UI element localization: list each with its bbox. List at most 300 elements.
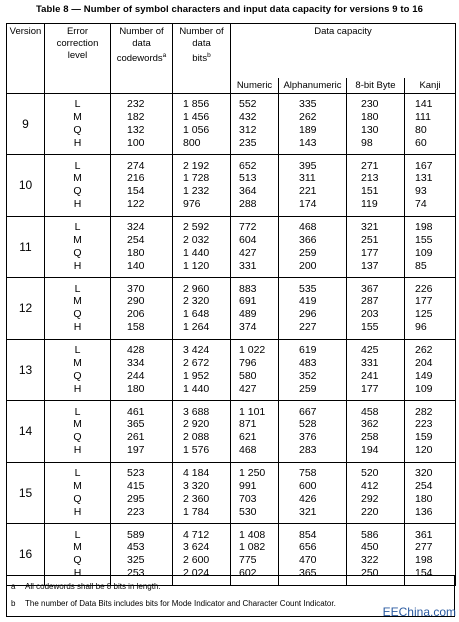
numeric-value: 1 022	[239, 344, 266, 357]
kanji-value: 254	[415, 479, 433, 492]
alphanumeric-value: 535	[299, 282, 317, 295]
codewords-value: 324	[127, 221, 145, 234]
codewords-value: 428	[127, 344, 145, 357]
levels-value: L	[74, 282, 81, 295]
kanji-value: 167	[415, 159, 433, 172]
numeric-value: 331	[239, 259, 257, 272]
byte-value: 520	[361, 467, 379, 480]
codewords-value: 334	[127, 356, 145, 369]
bits-value: 2 920	[183, 418, 210, 431]
bits-value: 2 600	[183, 554, 210, 567]
byte-value: 155	[361, 321, 379, 334]
kanji-value: 111	[415, 110, 431, 123]
header-byte: 8-bit Byte	[347, 78, 405, 94]
codewords-value: 274	[127, 159, 145, 172]
byte-value: 137	[361, 259, 379, 272]
alphanumeric-value: 221	[299, 185, 317, 198]
kanji-value: 361	[415, 528, 433, 541]
alphanumeric-value: 528	[299, 418, 317, 431]
levels-cell	[45, 401, 111, 463]
byte-cell	[347, 93, 405, 155]
numeric-cell	[231, 93, 279, 155]
codewords-value: 244	[127, 369, 145, 382]
numeric-cell	[231, 462, 279, 524]
numeric-value: 1 250	[239, 467, 266, 480]
levels-value: L	[74, 405, 81, 418]
levels-value: M	[73, 356, 82, 369]
kanji-value: 155	[415, 233, 433, 246]
numeric-value: 235	[239, 136, 257, 149]
levels-value: L	[74, 528, 81, 541]
levels-value: M	[73, 541, 82, 554]
codewords-value: 290	[127, 295, 145, 308]
byte-value: 220	[361, 505, 379, 518]
numeric-value: 468	[239, 444, 257, 457]
byte-value: 321	[361, 221, 379, 234]
numeric-value: 312	[239, 123, 257, 136]
codewords-value: 216	[127, 172, 145, 185]
bits-value: 1 440	[183, 246, 210, 259]
kanji-value: 125	[415, 308, 433, 321]
alphanumeric-value: 227	[299, 321, 317, 334]
version-row	[7, 93, 456, 155]
alphanumeric-value: 656	[299, 541, 317, 554]
bits-cell	[173, 462, 231, 524]
kanji-value: 282	[415, 405, 433, 418]
kanji-value: 154	[415, 567, 433, 580]
levels-value: M	[73, 233, 82, 246]
numeric-value: 621	[239, 431, 257, 444]
levels-value: H	[73, 321, 82, 334]
numeric-value: 374	[239, 321, 257, 334]
kanji-value: 93	[415, 185, 427, 198]
bits-value: 1 856	[183, 98, 210, 111]
levels-value: L	[74, 159, 81, 172]
levels-value: L	[74, 344, 81, 357]
levels-cell	[45, 462, 111, 524]
kanji-cell	[405, 278, 456, 340]
numeric-value: 883	[239, 282, 257, 295]
numeric-cell	[231, 278, 279, 340]
kanji-cell	[405, 93, 456, 155]
byte-value: 119	[361, 198, 378, 211]
byte-cell	[347, 462, 405, 524]
byte-value: 287	[361, 295, 379, 308]
byte-value: 177	[361, 382, 379, 395]
alphanumeric-value: 283	[299, 444, 317, 457]
levels-cell	[45, 93, 111, 155]
alphanumeric-value: 366	[299, 233, 317, 246]
levels-value: Q	[73, 123, 82, 136]
levels-cell	[45, 155, 111, 217]
bits-value: 4 712	[183, 528, 210, 541]
codewords-value: 154	[127, 185, 145, 198]
codewords-value: 370	[127, 282, 145, 295]
header-ecl: Error correction level	[45, 24, 111, 94]
kanji-value: 262	[415, 344, 433, 357]
version-row	[7, 339, 456, 401]
codewords-value: 180	[127, 382, 145, 395]
header-codewords: Number of data codewords$^a$	[111, 24, 173, 94]
levels-value: Q	[73, 185, 82, 198]
numeric-value: 427	[239, 382, 257, 395]
kanji-value: 80	[415, 123, 427, 136]
levels-value: H	[73, 382, 82, 395]
numeric-value: 432	[239, 110, 257, 123]
codewords-value: 523	[127, 467, 145, 480]
bits-value: 4 184	[183, 467, 210, 480]
codewords-value: 295	[127, 492, 145, 505]
numeric-value: 691	[239, 295, 257, 308]
header-kanji: Kanji	[405, 78, 456, 94]
byte-value: 194	[361, 444, 379, 457]
numeric-value: 489	[239, 308, 257, 321]
alphanumeric-value: 619	[299, 344, 317, 357]
levels-value: Q	[73, 246, 82, 259]
codewords-value: 365	[127, 418, 145, 431]
codewords-cell	[111, 216, 173, 278]
levels-value: H	[73, 505, 82, 518]
bits-cell	[173, 216, 231, 278]
bits-value: 1 440	[183, 382, 210, 395]
numeric-value: 703	[239, 492, 257, 505]
numeric-value: 775	[239, 554, 257, 567]
bits-value: 2 088	[183, 431, 210, 444]
alphanumeric-cell	[279, 278, 347, 340]
kanji-value: 109	[415, 246, 433, 259]
alphanumeric-value: 189	[299, 123, 317, 136]
header-bits: Number of data bits$^b$	[173, 24, 231, 94]
levels-value: Q	[73, 369, 82, 382]
byte-value: 412	[361, 479, 379, 492]
watermark: EEChina.com	[382, 605, 456, 619]
alphanumeric-value: 174	[299, 198, 317, 211]
bits-cell	[173, 278, 231, 340]
version-cell: 14	[7, 401, 45, 463]
bits-value: 976	[183, 198, 201, 211]
kanji-value: 226	[415, 282, 433, 295]
version-cell: 10	[7, 155, 45, 217]
codewords-value: 461	[127, 405, 145, 418]
codewords-value: 325	[127, 554, 145, 567]
numeric-value: 427	[239, 246, 257, 259]
codewords-value: 254	[127, 233, 145, 246]
byte-value: 241	[361, 369, 379, 382]
kanji-cell	[405, 216, 456, 278]
codewords-value: 158	[127, 321, 145, 334]
kanji-value: 204	[415, 356, 433, 369]
alphanumeric-cell	[279, 401, 347, 463]
alphanumeric-value: 483	[299, 356, 317, 369]
bits-value: 3 320	[183, 479, 210, 492]
levels-value: H	[73, 444, 82, 457]
bits-value: 2 592	[183, 221, 210, 234]
header-alphanumeric: Alphanumeric	[279, 78, 347, 94]
levels-value: L	[74, 221, 81, 234]
kanji-value: 159	[415, 431, 433, 444]
version-cell: 15	[7, 462, 45, 524]
codewords-value: 140	[127, 259, 145, 272]
bits-value: 3 688	[183, 405, 210, 418]
kanji-cell	[405, 401, 456, 463]
bits-value: 1 728	[183, 172, 210, 185]
bits-cell	[173, 93, 231, 155]
header-version: Version	[7, 24, 45, 94]
kanji-value: 198	[415, 554, 433, 567]
kanji-value: 60	[415, 136, 427, 149]
bits-value: 2 024	[183, 567, 210, 580]
kanji-cell	[405, 339, 456, 401]
byte-value: 322	[361, 554, 379, 567]
codewords-value: 206	[127, 308, 145, 321]
bits-value: 2 960	[183, 282, 210, 295]
version-row	[7, 155, 456, 217]
levels-value: H	[73, 198, 82, 211]
bits-value: 2 672	[183, 356, 210, 369]
kanji-value: 96	[415, 321, 427, 334]
kanji-value: 120	[415, 444, 433, 457]
byte-value: 177	[361, 246, 379, 259]
header-capacity: Data capacity	[231, 24, 456, 78]
version-cell: 11	[7, 216, 45, 278]
numeric-value: 796	[239, 356, 257, 369]
codewords-cell	[111, 401, 173, 463]
byte-value: 425	[361, 344, 379, 357]
alphanumeric-value: 758	[299, 467, 317, 480]
codewords-value: 122	[127, 198, 145, 211]
kanji-value: 320	[415, 467, 433, 480]
kanji-value: 177	[415, 295, 433, 308]
alphanumeric-value: 365	[299, 567, 317, 580]
version-cell: 16	[7, 524, 45, 586]
byte-cell	[347, 339, 405, 401]
alphanumeric-value: 259	[299, 246, 317, 259]
bits-value: 800	[183, 136, 201, 149]
codewords-cell	[111, 278, 173, 340]
byte-value: 203	[361, 308, 379, 321]
bits-cell	[173, 401, 231, 463]
version-cell: 12	[7, 278, 45, 340]
alphanumeric-value: 352	[299, 369, 317, 382]
alphanumeric-value: 426	[299, 492, 317, 505]
codewords-value: 182	[127, 110, 145, 123]
levels-value: M	[73, 295, 82, 308]
header-numeric: Numeric	[231, 78, 279, 94]
numeric-value: 652	[239, 159, 257, 172]
version-row	[7, 401, 456, 463]
byte-cell	[347, 278, 405, 340]
bits-value: 1 576	[183, 444, 210, 457]
footnote-b: b The number of Data Bits includes bits for Mode Indicator and Character Count Indicator.	[11, 599, 336, 608]
codewords-cell	[111, 93, 173, 155]
bits-value: 1 056	[183, 123, 210, 136]
alphanumeric-value: 376	[299, 431, 317, 444]
alphanumeric-cell	[279, 339, 347, 401]
numeric-cell	[231, 155, 279, 217]
byte-value: 230	[361, 98, 379, 111]
numeric-cell	[231, 216, 279, 278]
kanji-cell	[405, 155, 456, 217]
byte-value: 458	[361, 405, 379, 418]
levels-cell	[45, 278, 111, 340]
numeric-value: 604	[239, 233, 257, 246]
levels-value: M	[73, 110, 82, 123]
codewords-value: 100	[127, 136, 145, 149]
alphanumeric-value: 143	[299, 136, 317, 149]
codewords-value: 589	[127, 528, 145, 541]
kanji-value: 131	[415, 172, 433, 185]
bits-value: 3 424	[183, 344, 210, 357]
codewords-value: 232	[127, 98, 145, 111]
numeric-value: 1 408	[239, 528, 266, 541]
levels-value: Q	[73, 308, 82, 321]
levels-value: H	[73, 259, 82, 272]
codewords-value: 180	[127, 246, 145, 259]
levels-value: M	[73, 172, 82, 185]
levels-value: L	[74, 98, 81, 111]
levels-cell	[45, 216, 111, 278]
levels-value: H	[73, 136, 82, 149]
numeric-value: 513	[239, 172, 257, 185]
byte-value: 292	[361, 492, 379, 505]
numeric-value: 1 101	[239, 405, 266, 418]
kanji-value: 141	[415, 98, 433, 111]
bits-value: 1 232	[183, 185, 210, 198]
capacity-table	[6, 23, 456, 586]
bits-value: 1 648	[183, 308, 210, 321]
codewords-cell	[111, 155, 173, 217]
alphanumeric-value: 335	[299, 98, 317, 111]
codewords-value: 223	[127, 505, 145, 518]
levels-cell	[45, 339, 111, 401]
alphanumeric-value: 259	[299, 382, 317, 395]
numeric-value: 580	[239, 369, 257, 382]
codewords-value: 261	[127, 431, 145, 444]
bits-value: 2 192	[183, 159, 210, 172]
version-row	[7, 462, 456, 524]
kanji-cell	[405, 462, 456, 524]
byte-value: 180	[361, 110, 379, 123]
numeric-value: 288	[239, 198, 257, 211]
codewords-cell	[111, 339, 173, 401]
levels-value: L	[74, 467, 81, 480]
byte-value: 362	[361, 418, 379, 431]
byte-cell	[347, 155, 405, 217]
version-cell: 13	[7, 339, 45, 401]
levels-value: Q	[73, 431, 82, 444]
table-title: Table 8 — Number of symbol characters and input data capacity for versions 9 to 16	[35, 4, 424, 15]
bits-value: 2 360	[183, 492, 210, 505]
kanji-value: 277	[415, 541, 433, 554]
alphanumeric-value: 262	[299, 110, 317, 123]
kanji-value: 85	[415, 259, 427, 272]
levels-value: Q	[73, 492, 82, 505]
kanji-value: 109	[415, 382, 433, 395]
alphanumeric-value: 468	[299, 221, 317, 234]
version-cell: 9	[7, 93, 45, 155]
bits-value: 1 120	[183, 259, 210, 272]
bits-value: 1 784	[183, 505, 210, 518]
byte-cell	[347, 401, 405, 463]
alphanumeric-value: 470	[299, 554, 317, 567]
byte-value: 367	[361, 282, 379, 295]
codewords-value: 253	[127, 567, 145, 580]
byte-value: 251	[361, 233, 379, 246]
levels-value: M	[73, 418, 82, 431]
bits-value: 1 456	[183, 110, 210, 123]
version-row	[7, 278, 456, 340]
levels-value: Q	[73, 554, 82, 567]
levels-value: H	[73, 567, 82, 580]
alphanumeric-value: 854	[299, 528, 317, 541]
byte-value: 98	[361, 136, 373, 149]
numeric-value: 364	[239, 185, 257, 198]
codewords-value: 132	[127, 123, 145, 136]
alphanumeric-cell	[279, 93, 347, 155]
alphanumeric-value: 296	[299, 308, 317, 321]
kanji-value: 180	[415, 492, 433, 505]
codewords-value: 453	[127, 541, 145, 554]
byte-value: 258	[361, 431, 379, 444]
alphanumeric-value: 200	[299, 259, 317, 272]
numeric-cell	[231, 339, 279, 401]
byte-value: 151	[361, 185, 379, 198]
byte-value: 213	[361, 172, 379, 185]
alphanumeric-cell	[279, 155, 347, 217]
kanji-value: 136	[415, 505, 433, 518]
codewords-value: 197	[127, 444, 145, 457]
byte-value: 271	[361, 159, 379, 172]
numeric-value: 772	[239, 221, 257, 234]
alphanumeric-value: 600	[299, 479, 317, 492]
codewords-value: 415	[127, 479, 145, 492]
byte-value: 130	[361, 123, 379, 136]
numeric-value: 602	[239, 567, 257, 580]
alphanumeric-value: 321	[299, 505, 317, 518]
alphanumeric-cell	[279, 462, 347, 524]
numeric-cell	[231, 401, 279, 463]
alphanumeric-value: 667	[299, 405, 317, 418]
version-row	[7, 216, 456, 278]
numeric-value: 1 082	[239, 541, 266, 554]
byte-value: 250	[361, 567, 379, 580]
numeric-value: 552	[239, 98, 257, 111]
bits-value: 2 320	[183, 295, 210, 308]
alphanumeric-cell	[279, 216, 347, 278]
bits-cell	[173, 155, 231, 217]
kanji-value: 149	[415, 369, 433, 382]
byte-value: 450	[361, 541, 379, 554]
bits-value: 2 032	[183, 233, 210, 246]
bits-value: 1 952	[183, 369, 210, 382]
kanji-value: 223	[415, 418, 433, 431]
kanji-value: 74	[415, 198, 427, 211]
alphanumeric-value: 311	[299, 172, 316, 185]
codewords-cell	[111, 462, 173, 524]
numeric-value: 871	[239, 418, 257, 431]
byte-cell	[347, 216, 405, 278]
kanji-value: 198	[415, 221, 433, 234]
footnote-a: a All codewords shall be 8 bits in length.	[11, 582, 161, 591]
levels-value: M	[73, 479, 82, 492]
byte-value: 331	[361, 356, 379, 369]
bits-value: 3 624	[183, 541, 210, 554]
alphanumeric-value: 395	[299, 159, 317, 172]
byte-value: 586	[361, 528, 379, 541]
numeric-value: 530	[239, 505, 257, 518]
bits-cell	[173, 339, 231, 401]
bits-value: 1 264	[183, 321, 210, 334]
